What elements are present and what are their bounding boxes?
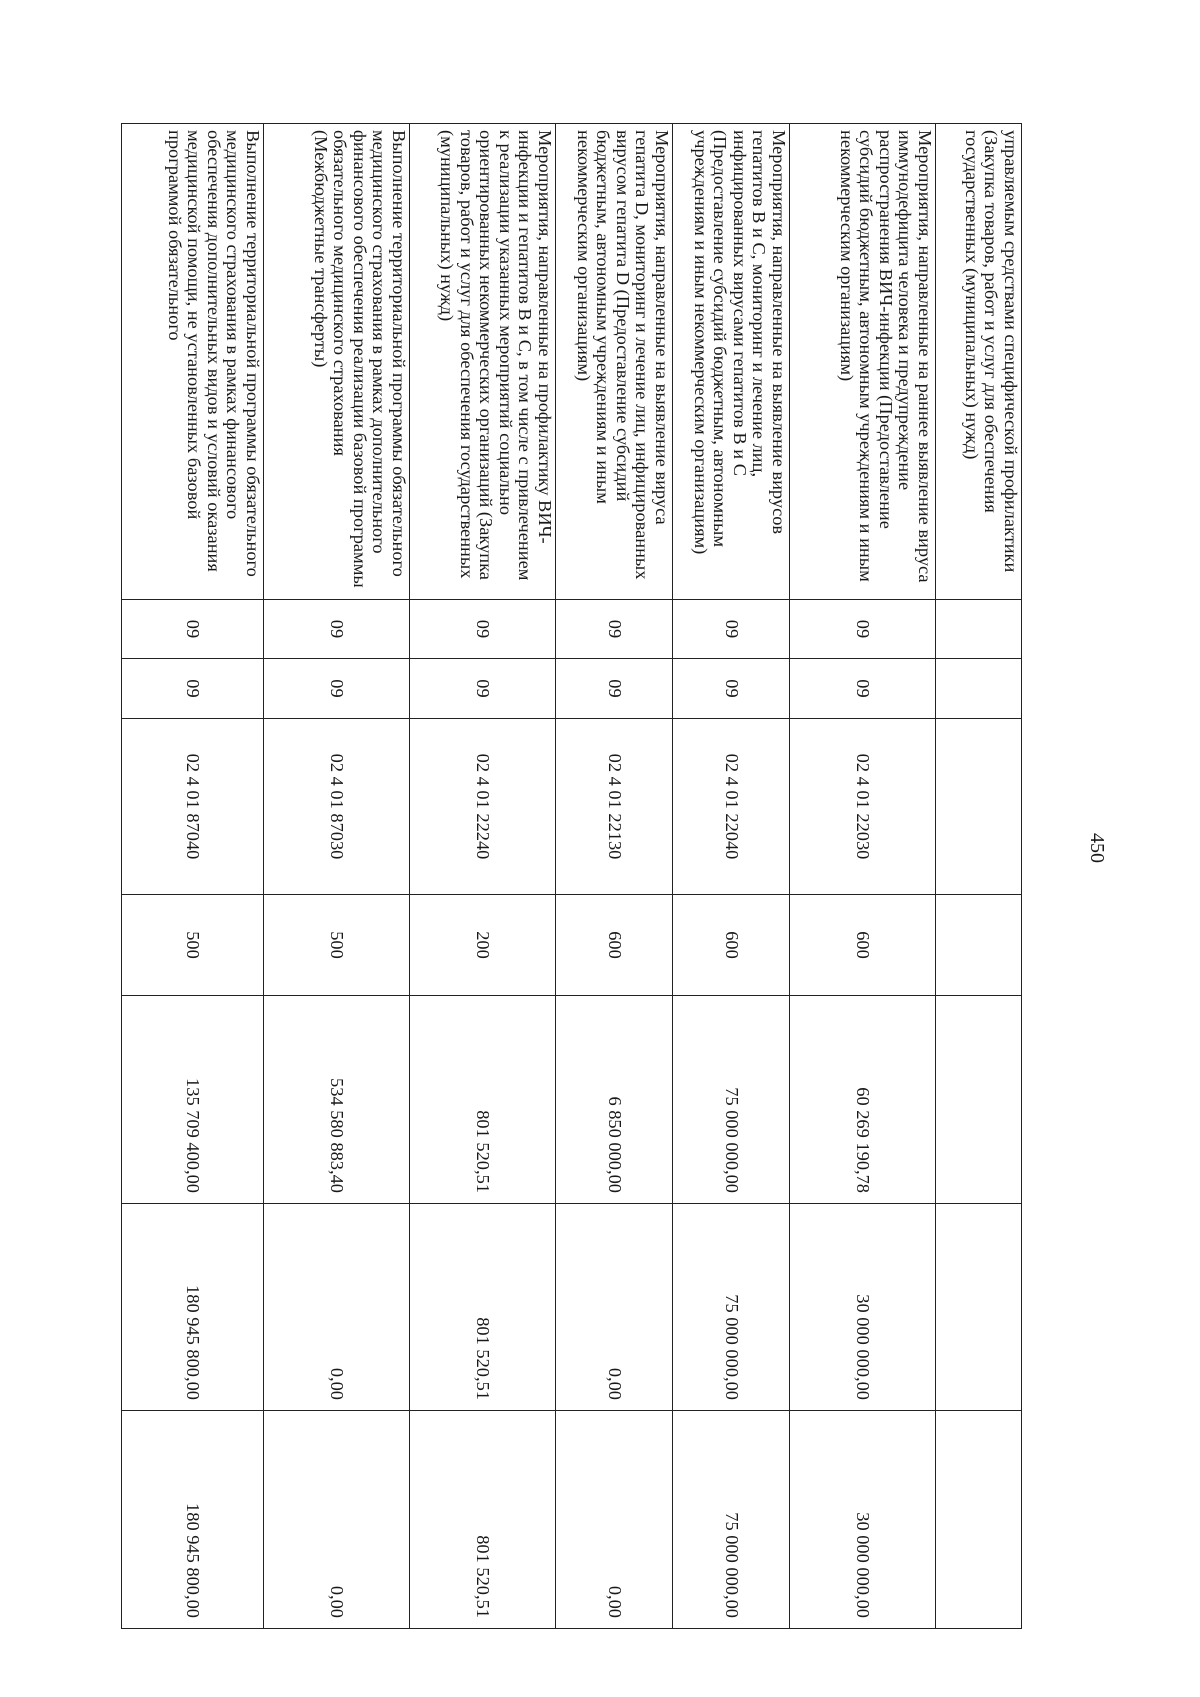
amount-year-1: 6 850 000,00: [556, 996, 673, 1204]
target-article-code: 02 4 01 22030: [790, 719, 936, 895]
expense-type-code: 500: [122, 895, 264, 996]
amount-year-2: 801 520,51: [410, 1204, 556, 1411]
subsection-code: [936, 659, 1022, 719]
page-number: 450: [1086, 833, 1108, 863]
target-article-code: [936, 719, 1022, 895]
expense-type-code: 600: [556, 895, 673, 996]
amount-year-3: 0,00: [264, 1411, 410, 1629]
target-article-code: 02 4 01 22040: [673, 719, 790, 895]
table-row: [790, 124, 936, 1629]
table-row: [556, 124, 673, 1629]
target-article-code: 02 4 01 87030: [264, 719, 410, 895]
row-description: Выполнение территориальной программы обязательного медицинского страхования в рамках финансового обеспечения дополнительных видов и условий оказания медицинской помощи, не установленных базовой программой обязательного: [122, 124, 264, 600]
expense-type-code: 500: [264, 895, 410, 996]
amount-year-1: 60 269 190,78: [790, 996, 936, 1204]
target-article-code: 02 4 01 22240: [410, 719, 556, 895]
amount-year-1: 801 520,51: [410, 996, 556, 1204]
section-code: 09: [673, 600, 790, 659]
amount-year-3: 0,00: [556, 1411, 673, 1629]
expense-type-code: 200: [410, 895, 556, 996]
amount-year-1: 534 580 883,40: [264, 996, 410, 1204]
section-code: 09: [556, 600, 673, 659]
expense-type-code: [936, 895, 1022, 996]
subsection-code: 09: [264, 659, 410, 719]
section-code: 09: [410, 600, 556, 659]
row-description: управляемым средствами специфической профилактики (Закупка товаров, работ и услуг для обеспечения государственных (муниципальных) нужд): [936, 124, 1022, 600]
amount-year-2: [936, 1204, 1022, 1411]
amount-year-3: 801 520,51: [410, 1411, 556, 1629]
table-row: [410, 124, 556, 1629]
amount-year-1: 135 709 400,00: [122, 996, 264, 1204]
target-article-code: 02 4 01 87040: [122, 719, 264, 895]
section-code: [936, 600, 1022, 659]
subsection-code: 09: [122, 659, 264, 719]
amount-year-1: [936, 996, 1022, 1204]
table-row: [122, 124, 264, 1629]
amount-year-3: [936, 1411, 1022, 1629]
table-row: [936, 124, 1022, 1629]
subsection-code: 09: [556, 659, 673, 719]
amount-year-2: 30 000 000,00: [790, 1204, 936, 1411]
section-code: 09: [790, 600, 936, 659]
row-description: Мероприятия, направленные на профилактику ВИЧ-инфекции и гепатитов В и С, в том числе с привлечением к реализации указанных мероприятий социально ориентированных некоммерческих организаций (Закупка товаров, работ и услуг для обеспечения государственных (муниципальных) нужд): [410, 124, 556, 600]
table-frame: [122, 123, 1022, 1628]
amount-year-2: 0,00: [264, 1204, 410, 1411]
table-row: [264, 124, 410, 1629]
amount-year-3: 180 945 800,00: [122, 1411, 264, 1629]
amount-year-3: 30 000 000,00: [790, 1411, 936, 1629]
row-description: Мероприятия, направленные на раннее выявление вируса иммунодефицита человека и предупреждение распространения ВИЧ-инфекции (Предоставление субсидий бюджетным, автономным учреждениям и иным некоммерческим организациям): [790, 124, 936, 600]
row-description: Выполнение территориальной программы обязательного медицинского страхования в рамках дополнительного финансового обеспечения реализации базовой программы обязательного медицинского страхования (Межбюджетные трансферты): [264, 124, 410, 600]
amount-year-2: 180 945 800,00: [122, 1204, 264, 1411]
target-article-code: 02 4 01 22130: [556, 719, 673, 895]
amount-year-3: 75 000 000,00: [673, 1411, 790, 1629]
subsection-code: 09: [410, 659, 556, 719]
section-code: 09: [122, 600, 264, 659]
table-row: [673, 124, 790, 1629]
expense-type-code: 600: [673, 895, 790, 996]
subsection-code: 09: [673, 659, 790, 719]
subsection-code: 09: [790, 659, 936, 719]
rotated-content: [122, 123, 1022, 1628]
amount-year-1: 75 000 000,00: [673, 996, 790, 1204]
row-description: Мероприятия, направленные на выявление вирусов гепатитов В и С, мониторинг и лечение лиц, инфицированных вирусами гепатитов В и С (Предоставление субсидий бюджетным, автономным учреждениям и иным некоммерческим организациям): [673, 124, 790, 600]
budget-table: [121, 123, 1022, 1629]
amount-year-2: 75 000 000,00: [673, 1204, 790, 1411]
section-code: 09: [264, 600, 410, 659]
row-description: Мероприятия, направленные на выявление вируса гепатита D, мониторинг и лечение лиц, инфицированных вирусом гепатита D (Предоставление субсидий бюджетным, автономным учреждениям и иным некоммерческим организациям): [556, 124, 673, 600]
expense-type-code: 600: [790, 895, 936, 996]
amount-year-2: 0,00: [556, 1204, 673, 1411]
